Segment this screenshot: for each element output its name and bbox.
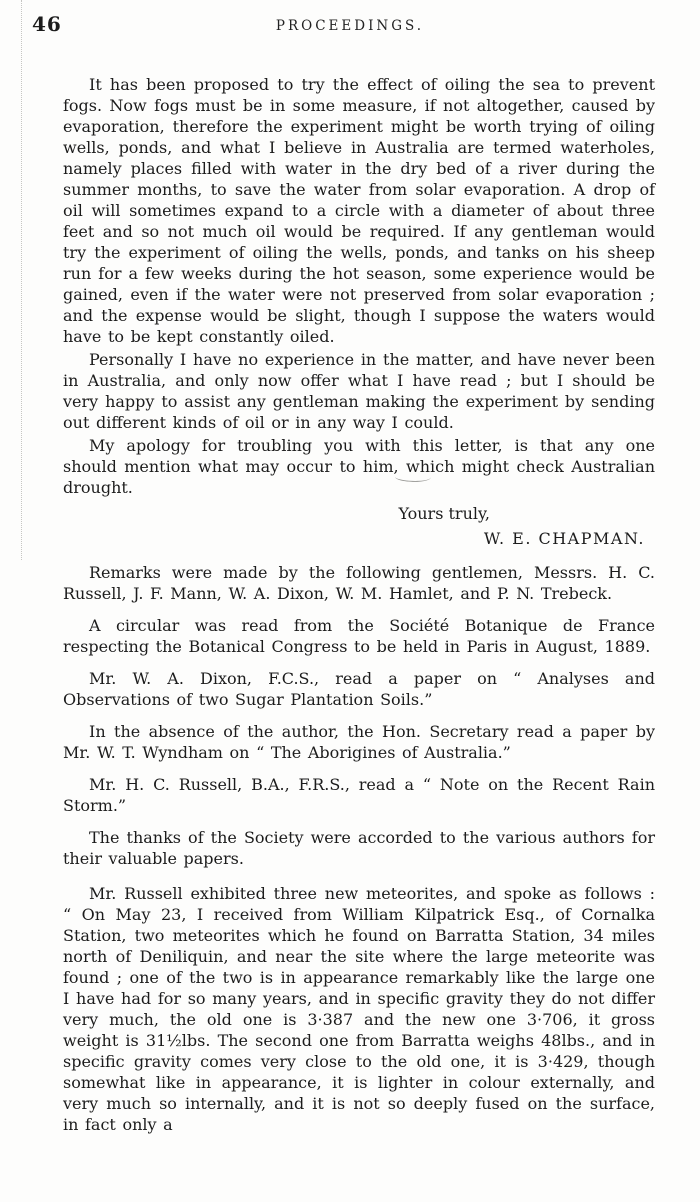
- signature-name: W. E. CHAPMAN.: [483, 529, 645, 548]
- paragraph-circular: A circular was read from the Société Botanique de France respecting the Botanical Congress to be held in Paris in August, 1889.: [63, 616, 655, 656]
- paragraph-letter-oiling: It has been proposed to try the effect of oiling the sea to prevent fogs. Now fogs must be in some measure, if not altogether, caused by evaporation, therefore the experiment might be worth trying of oiling wells, ponds, and what I believe in Australia are termed waterholes, namely places filled with water in the dry bed of a river during the summer months, to save the water from solar evaporation. A drop of oil will sometimes expand to a circle with a diameter of about three feet and so not much oil would be required. If any gentleman would try the experiment of oiling the wells, ponds, and tanks on his sheep run for a few weeks during the hot season, some experience would be gained, even if the water were not preserved from solar evaporation ; and the expense would be slight, though I suppose the waters would have to be kept constantly oiled.: [63, 75, 655, 346]
- scan-binding-artifact: [21, 0, 22, 560]
- page-number: 46: [32, 12, 62, 36]
- paragraph-meteorites: Mr. Russell exhibited three new meteorites, and spoke as follows : “ On May 23, I received from William Kilpatrick Esq., of Cornalka Station, two meteorites which he found on Barratta Station, 34 miles north of Deniliquin, and near the site where the large meteorite was found ; one of the two is in appearance remarkably like the large one I have had for so many years, and in specific gravity they do not differ very much, the old one is 3·387 and the new one 3·706, it gross weight is 31½lbs. The second one from Barratta weighs 48lbs., and in specific gravity comes very close to the old one, it is 3·429, though somewhat like in appearance, it is lighter in colour externally, and very much so internally, and it is not so deeply fused on the surface, in fact only a: [63, 884, 655, 1134]
- paragraph-remarks: Remarks were made by the following gentlemen, Messrs. H. C. Russell, J. F. Mann, W. A. Dixon, W. M. Hamlet, and P. N. Trebeck.: [63, 563, 655, 603]
- paragraph-russell-note: Mr. H. C. Russell, B.A., F.R.S., read a “ Note on the Recent Rain Storm.”: [63, 775, 655, 815]
- paragraph-letter-personally: Personally I have no experience in the matter, and have never been in Australia, and only now offer what I have read ; but I should be very happy to assist any gentleman making the experiment by sending out different kinds of oil or in any way I could.: [63, 350, 655, 432]
- running-head: PROCEEDINGS.: [275, 18, 425, 34]
- letter-signature-block: [63, 501, 655, 551]
- signature-closing: Yours truly,: [398, 504, 490, 523]
- paragraph-thanks: The thanks of the Society were accorded to the various authors for their valuable papers.: [63, 828, 655, 868]
- page-body: [63, 74, 655, 1135]
- paragraph-wyndham-paper: In the absence of the author, the Hon. Secretary read a paper by Mr. W. T. Wyndham on “ The Aborigines of Australia.”: [63, 722, 655, 762]
- paragraph-letter-apology: My apology for troubling you with this letter, is that any one should mention what may occur to him, which might check Australian drought.: [63, 436, 655, 497]
- page-header: [0, 0, 700, 48]
- paragraph-dixon-paper: Mr. W. A. Dixon, F.C.S., read a paper on “ Analyses and Observations of two Sugar Plantation Soils.”: [63, 669, 655, 709]
